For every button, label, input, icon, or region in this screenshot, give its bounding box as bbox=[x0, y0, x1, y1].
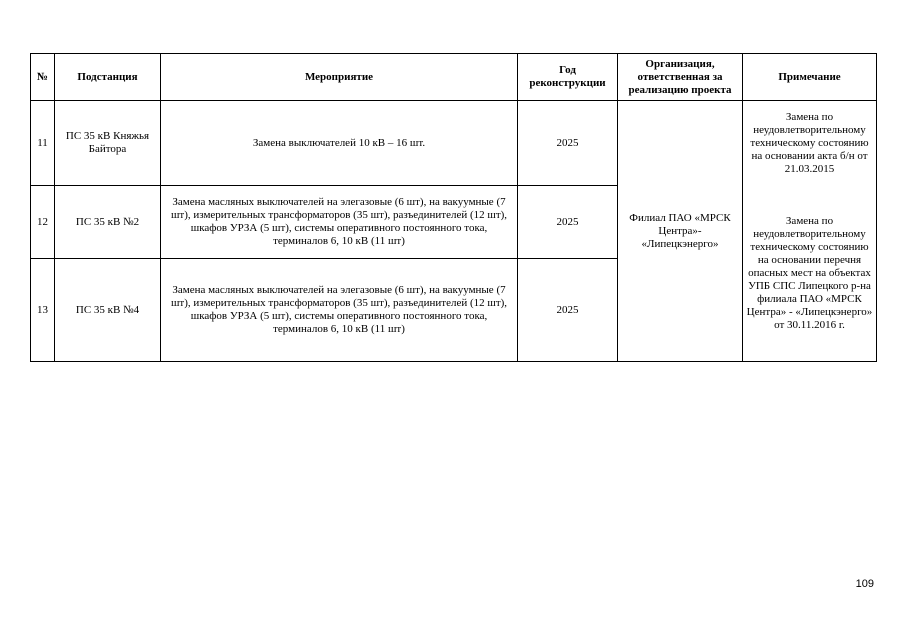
header-num: № bbox=[31, 54, 55, 101]
cell-year: 2025 bbox=[518, 186, 618, 259]
cell-measure: Замена масляных выключателей на элегазовые (6 шт), на вакуумные (7 шт), измерительных трансформаторов (35 шт), разъединителей (12 шт), шкафов УРЗА (5 шт), системы оперативного постоянного тока, терминалов 6, 10 кВ (11 шт) bbox=[161, 259, 518, 362]
cell-num: 11 bbox=[31, 101, 55, 186]
header-organization: Организация, ответственная за реализацию проекта bbox=[618, 54, 743, 101]
header-measure: Мероприятие bbox=[161, 54, 518, 101]
header-note: Примечание bbox=[743, 54, 877, 101]
header-substation: Подстанция bbox=[55, 54, 161, 101]
cell-num: 13 bbox=[31, 259, 55, 362]
cell-organization-merged: Филиал ПАО «МРСК Центра»- «Липецкэнерго» bbox=[618, 101, 743, 362]
cell-measure: Замена выключателей 10 кВ – 16 шт. bbox=[161, 101, 518, 186]
table-header-row bbox=[31, 54, 877, 101]
page-number: 109 bbox=[855, 578, 874, 590]
cell-substation: ПС 35 кВ №2 bbox=[55, 186, 161, 259]
cell-substation: ПС 35 кВ Княжья Байтора bbox=[55, 101, 161, 186]
table-row bbox=[31, 101, 877, 186]
cell-year: 2025 bbox=[518, 259, 618, 362]
projects-table bbox=[30, 53, 877, 362]
header-year: Год реконструкции bbox=[518, 54, 618, 101]
cell-note-merged: Замена по неудовлетворительному техническому состоянию на основании перечня опасных мест на объектах УПБ СПС Липецкого р-на филиала ПАО «МРСК Центра» - «Липецкэнерго» от 30.11.2016 г. bbox=[743, 186, 877, 362]
cell-measure: Замена масляных выключателей на элегазовые (6 шт), на вакуумные (7 шт), измерительных трансформаторов (35 шт), разъединителей (12 шт), шкафов УРЗА (5 шт), системы оперативного постоянного тока, терминалов 6, 10 кВ (11 шт) bbox=[161, 186, 518, 259]
cell-year: 2025 bbox=[518, 101, 618, 186]
table-row bbox=[31, 186, 877, 259]
cell-num: 12 bbox=[31, 186, 55, 259]
cell-substation: ПС 35 кВ №4 bbox=[55, 259, 161, 362]
cell-note: Замена по неудовлетворительному техническому состоянию на основании акта б/н от 21.03.2015 bbox=[743, 101, 877, 186]
